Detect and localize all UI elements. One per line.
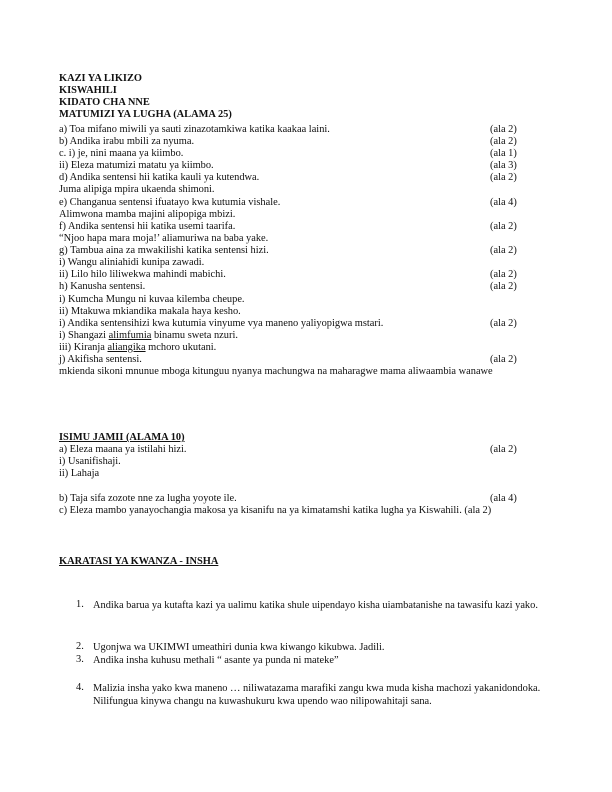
question-h: h) Kanusha sentensi. bbox=[59, 281, 146, 292]
underlined-word: alimfumia bbox=[108, 330, 152, 341]
marks-c-ii: (ala 3) bbox=[490, 160, 517, 171]
sentence-prefix: i) Shangazi bbox=[59, 330, 109, 341]
question-c-i: c. i) je, nini maana ya kiimbo. bbox=[59, 148, 184, 159]
question-d-sentence: Juma alipiga mpira ukaenda shimoni. bbox=[59, 184, 215, 195]
underlined-word: aliangika bbox=[107, 342, 146, 353]
isimu-question-a-i: i) Usanifishaji. bbox=[59, 456, 121, 467]
question-h-ii: ii) Mtakuwa mkiandika makala haya kesho. bbox=[59, 306, 241, 317]
isimu-marks-b: (ala 4) bbox=[490, 493, 517, 504]
insha-item-text: Andika insha kuhusu methali “ asante ya punda ni mateke” bbox=[93, 655, 339, 666]
question-i-i bbox=[59, 330, 238, 342]
section-title-isimu-jamii: ISIMU JAMII (ALAMA 10) bbox=[59, 432, 185, 443]
title-kazi-ya-likizo: KAZI YA LIKIZO bbox=[59, 73, 142, 84]
question-j-sentence: mkienda sikoni mnunue mboga kitunguu nyanya machungwa na maharagwe mama aliwaambia wanawe bbox=[59, 366, 493, 377]
sentence-suffix: binamu sweta nzuri. bbox=[151, 330, 238, 341]
question-f: f) Andika sentensi hii katika usemi taarifa. bbox=[59, 221, 236, 232]
marks-e: (ala 4) bbox=[490, 197, 517, 208]
isimu-question-a: a) Eleza maana ya istilahi hizi. bbox=[59, 444, 187, 455]
sentence-suffix: mchoro ukutani. bbox=[145, 342, 217, 353]
question-f-sentence: “Njoo hapa mara moja!’ aliamuriwa na baba yake. bbox=[59, 233, 269, 244]
insha-item-number: 3. bbox=[76, 654, 84, 665]
insha-item-number: 4. bbox=[76, 682, 84, 693]
marks-g-ii: (ala 2) bbox=[490, 269, 517, 280]
question-e: e) Changanua sentensi ifuatayo kwa kutumia vishale. bbox=[59, 197, 281, 208]
sentence-prefix: iii) Kiranja bbox=[59, 342, 108, 353]
isimu-marks-a: (ala 2) bbox=[490, 444, 517, 455]
question-i-iii bbox=[59, 342, 216, 354]
question-a: a) Toa mifano miwili ya sauti zinazotamkiwa katika kaakaa laini. bbox=[59, 124, 330, 135]
marks-b: (ala 2) bbox=[490, 136, 517, 147]
title-form: KIDATO CHA NNE bbox=[59, 97, 150, 108]
insha-item-number: 1. bbox=[76, 599, 84, 610]
insha-item-text: Malizia insha yako kwa maneno … niliwatazama marafiki zangu kwa muda kisha machozi yakanidondoka. Nilifungua kinywa changu na kuwashukuru kwa upendo wao nilipowahitaji sana. bbox=[93, 683, 541, 707]
title-subject: KISWAHILI bbox=[59, 85, 117, 96]
marks-g: (ala 2) bbox=[490, 245, 517, 256]
marks-c-i: (ala 1) bbox=[490, 148, 517, 159]
insha-item-text: Andika barua ya kutafta kazi ya ualimu katika shule uipendayo kisha uiambatanishe na tawasifu kazi yako. bbox=[93, 600, 538, 611]
question-g: g) Tambua aina za mwakilishi katika sentensi hizi. bbox=[59, 245, 269, 256]
question-g-ii: ii) Lilo hilo liliwekwa mahindi mabichi. bbox=[59, 269, 226, 280]
isimu-question-c: c) Eleza mambo yanayochangia makosa ya kisanifu na ya kimatamshi katika lugha ya Kiswahili. (ala 2) bbox=[59, 505, 492, 516]
question-b: b) Andika irabu mbili za nyuma. bbox=[59, 136, 195, 147]
question-g-i: i) Wangu aliniahidi kunipa zawadi. bbox=[59, 257, 205, 268]
marks-h: (ala 2) bbox=[490, 281, 517, 292]
question-h-i: i) Kumcha Mungu ni kuvaa kilemba cheupe. bbox=[59, 294, 245, 305]
insha-item-text: Ugonjwa wa UKIMWI umeathiri dunia kwa kiwango kikubwa. Jadili. bbox=[93, 642, 385, 653]
marks-d: (ala 2) bbox=[490, 172, 517, 183]
marks-f: (ala 2) bbox=[490, 221, 517, 232]
isimu-question-a-ii: ii) Lahaja bbox=[59, 468, 100, 479]
question-j: j) Akifisha sentensi. bbox=[59, 354, 142, 365]
section-title-insha: KARATASI YA KWANZA - INSHA bbox=[59, 556, 219, 567]
question-e-sentence: Alimwona mamba majini alipopiga mbizi. bbox=[59, 209, 236, 220]
marks-a: (ala 2) bbox=[490, 124, 517, 135]
question-i: i) Andika sentensihizi kwa kutumia vinyume vya maneno yaliyopigwa mstari. bbox=[59, 318, 384, 329]
question-c-ii: ii) Eleza matumizi matatu ya kiimbo. bbox=[59, 160, 214, 171]
isimu-question-b: b) Taja sifa zozote nne za lugha yoyote ile. bbox=[59, 493, 237, 504]
section-title-matumizi: MATUMIZI YA LUGHA (ALAMA 25) bbox=[59, 109, 232, 120]
insha-item-number: 2. bbox=[76, 641, 84, 652]
question-d: d) Andika sentensi hii katika kauli ya kutendwa. bbox=[59, 172, 260, 183]
marks-j: (ala 2) bbox=[490, 354, 517, 365]
marks-i: (ala 2) bbox=[490, 318, 517, 329]
